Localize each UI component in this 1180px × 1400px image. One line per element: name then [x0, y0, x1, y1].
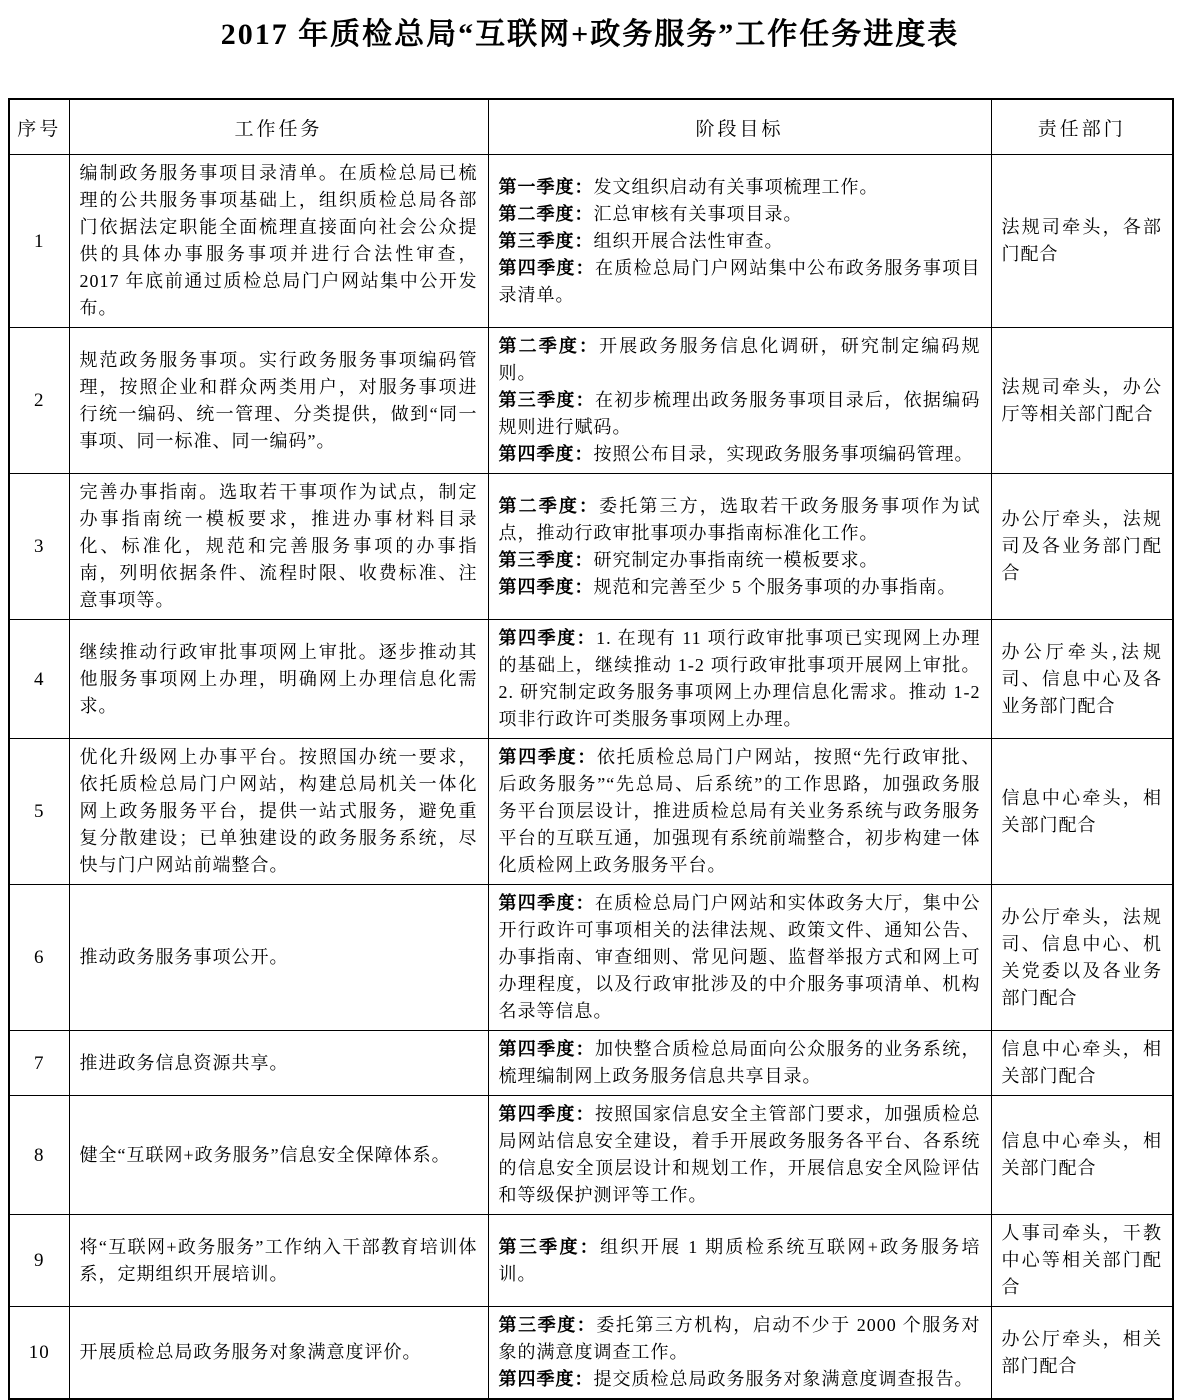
goal-quarter-label: 第三季度： — [498, 1315, 597, 1335]
goal-item: 第二季度：委托第三方，选取若干政务服务事项作为试点，推动行政审批事项办事指南标准化工作。 — [498, 495, 981, 543]
goal-item: 第四季度：按照公布目录，实现政务服务事项编码管理。 — [498, 444, 974, 464]
goals-cell — [488, 1031, 991, 1096]
goal-item: 第二季度：开展政务服务信息化调研，研究制定编码规则。 — [498, 336, 981, 383]
goal-quarter-label: 第三季度： — [498, 390, 595, 410]
goals-cell — [488, 328, 991, 474]
goals-cell — [488, 1096, 991, 1215]
goal-quarter-label: 第四季度： — [498, 1104, 595, 1124]
row-index: 3 — [9, 474, 69, 620]
department-cell: 法规司牵头，办公厅等相关部门配合 — [991, 328, 1173, 474]
task-cell: 开展质检总局政务服务对象满意度评价。 — [69, 1307, 488, 1400]
goal-item: 第三季度：组织开展合法性审查。 — [498, 230, 784, 251]
row-index: 1 — [9, 155, 69, 328]
goal-item: 第四季度：1. 在现有 11 项行政审批事项已实现网上办理的基础上，继续推动 1-2 项行政审批事项开展网上审批。2. 研究制定政务服务事项网上办理信息化需求。推动 1-2 项非行政许可类服务事项网上办理。 — [498, 628, 981, 729]
department-cell: 办公厅牵头，法规司及各业务部门配合 — [991, 474, 1173, 620]
table-row — [9, 885, 1173, 1031]
goal-quarter-label: 第二季度： — [498, 336, 600, 356]
goal-quarter-label: 第四季度： — [498, 257, 595, 278]
table-row — [9, 328, 1173, 474]
goal-item: 第三季度：在初步梳理出政务服务事项目录后，依据编码规则进行赋码。 — [498, 390, 981, 437]
row-index: 6 — [9, 885, 69, 1031]
goals-cell — [488, 885, 991, 1031]
goal-item: 第三季度：研究制定办事指南统一模板要求。 — [498, 549, 879, 570]
row-index: 9 — [9, 1215, 69, 1307]
table-row — [9, 620, 1173, 739]
goal-item: 第四季度：依托质检总局门户网站，按照“先行政审批、后政务服务”“先总局、后系统”的工作思路，加强政务服务平台顶层设计，推进质检总局有关业务系统与政务服务平台的互联互通，加强现有系统前端整合，初步构建一体化质检网上政务服务平台。 — [498, 747, 981, 875]
department-cell: 办公厅牵头，相关部门配合 — [991, 1307, 1173, 1400]
table-row — [9, 1307, 1173, 1400]
goal-quarter-label: 第四季度： — [498, 747, 598, 767]
task-cell: 完善办事指南。选取若干事项作为试点，制定办事指南统一模板要求，推进办事材料目录化、标准化，规范和完善服务事项的办事指南，列明依据条件、流程时限、收费标准、注意事项等。 — [69, 474, 488, 620]
goal-quarter-label: 第三季度： — [498, 230, 594, 251]
header-goals: 阶段目标 — [488, 99, 991, 155]
task-cell: 健全“互联网+政务服务”信息安全保障体系。 — [69, 1096, 488, 1215]
goals-cell — [488, 1307, 991, 1400]
table-row — [9, 739, 1173, 885]
goals-cell — [488, 1215, 991, 1307]
goal-item: 第四季度：按照国家信息安全主管部门要求，加强质检总局网站信息安全建设，着手开展政务服务各平台、各系统的信息安全顶层设计和规划工作，开展信息安全风险评估和等级保护测评等工作。 — [498, 1104, 981, 1205]
department-cell: 办公厅牵头，法规司、信息中心、机关党委以及各业务部门配合 — [991, 885, 1173, 1031]
goal-quarter-label: 第三季度： — [498, 1236, 601, 1257]
task-cell: 继续推动行政审批事项网上审批。逐步推动其他服务事项网上办理，明确网上办理信息化需求。 — [69, 620, 488, 739]
goals-cell — [488, 739, 991, 885]
task-cell: 推进政务信息资源共享。 — [69, 1031, 488, 1096]
goal-quarter-label: 第四季度： — [498, 1369, 594, 1389]
goal-quarter-label: 第二季度： — [498, 495, 600, 516]
row-index: 2 — [9, 328, 69, 474]
task-cell: 规范政务服务事项。实行政务服务事项编码管理，按照企业和群众两类用户，对服务事项进行统一编码、统一管理、分类提供，做到“同一事项、同一标准、同一编码”。 — [69, 328, 488, 474]
task-cell: 将“互联网+政务服务”工作纳入干部教育培训体系，定期组织开展培训。 — [69, 1215, 488, 1307]
goal-quarter-label: 第四季度： — [498, 1039, 595, 1059]
task-cell: 优化升级网上办事平台。按照国办统一要求，依托质检总局门户网站，构建总局机关一体化网上政务服务平台，提供一站式服务，避免重复分散建设；已单独建设的政务服务系统，尽快与门户网站前端整合。 — [69, 739, 488, 885]
department-cell: 信息中心牵头，相关部门配合 — [991, 1031, 1173, 1096]
department-cell: 信息中心牵头，相关部门配合 — [991, 739, 1173, 885]
table-row — [9, 1215, 1173, 1307]
department-cell: 法规司牵头，各部门配合 — [991, 155, 1173, 328]
row-index: 4 — [9, 620, 69, 739]
row-index: 10 — [9, 1307, 69, 1400]
page-title: 2017 年质检总局“互联网+政务服务”工作任务进度表 — [220, 18, 960, 51]
goals-cell — [488, 620, 991, 739]
department-cell: 信息中心牵头，相关部门配合 — [991, 1096, 1173, 1215]
goal-item: 第四季度：规范和完善至少 5 个服务事项的办事指南。 — [498, 576, 957, 597]
goal-quarter-label: 第四季度： — [498, 628, 597, 648]
row-index: 8 — [9, 1096, 69, 1215]
goal-item: 第四季度：加快整合质检总局面向公众服务的业务系统，梳理编制网上政务服务信息共享目录。 — [498, 1039, 981, 1086]
goals-cell — [488, 155, 991, 328]
goal-item: 第三季度：组织开展 1 期质检系统互联网+政务服务培训。 — [498, 1236, 981, 1284]
header-task: 工作任务 — [69, 99, 488, 155]
header-department: 责任部门 — [991, 99, 1173, 155]
task-cell: 编制政务服务事项目录清单。在质检总局已梳理的公共服务事项基础上，组织质检总局各部门依据法定职能全面梳理直接面向社会公众提供的具体办事服务事项并进行合法性审查，2017 年底前通过质检总局门户网站集中公开发布。 — [69, 155, 488, 328]
department-cell: 人事司牵头，干教中心等相关部门配合 — [991, 1215, 1173, 1307]
goals-cell — [488, 474, 991, 620]
goal-quarter-label: 第四季度： — [498, 444, 594, 464]
goal-quarter-label: 第一季度： — [498, 176, 594, 197]
goal-item: 第四季度：提交质检总局政务服务对象满意度调查报告。 — [498, 1369, 974, 1389]
header-index: 序号 — [9, 99, 69, 155]
goal-quarter-label: 第三季度： — [498, 549, 594, 570]
goal-item: 第二季度：汇总审核有关事项目录。 — [498, 203, 803, 224]
department-cell: 办公厅牵头,法规司、信息中心及各业务部门配合 — [991, 620, 1173, 739]
goal-quarter-label: 第四季度： — [498, 576, 594, 597]
row-index: 5 — [9, 739, 69, 885]
header-row — [9, 99, 1173, 155]
goal-item: 第一季度：发文组织启动有关事项梳理工作。 — [498, 176, 879, 197]
goal-item: 第四季度：在质检总局门户网站和实体政务大厅，集中公开行政许可事项相关的法律法规、政策文件、通知公告、办事指南、审查细则、常见问题、监督举报方式和网上可办理程度，以及行政审批涉及的中介服务事项清单、机构名录等信息。 — [498, 893, 981, 1021]
goal-item: 第三季度：委托第三方机构，启动不少于 2000 个服务对象的满意度调查工作。 — [498, 1315, 981, 1362]
progress-table — [8, 98, 1174, 1400]
goal-quarter-label: 第二季度： — [498, 203, 594, 224]
table-row — [9, 155, 1173, 328]
document-page — [8, 0, 1172, 1400]
table-row — [9, 474, 1173, 620]
row-index: 7 — [9, 1031, 69, 1096]
table-row — [9, 1096, 1173, 1215]
goal-quarter-label: 第四季度： — [498, 893, 595, 913]
goal-item: 第四季度：在质检总局门户网站集中公布政务服务事项目录清单。 — [498, 257, 981, 305]
table-row — [9, 1031, 1173, 1096]
task-cell: 推动政务服务事项公开。 — [69, 885, 488, 1031]
